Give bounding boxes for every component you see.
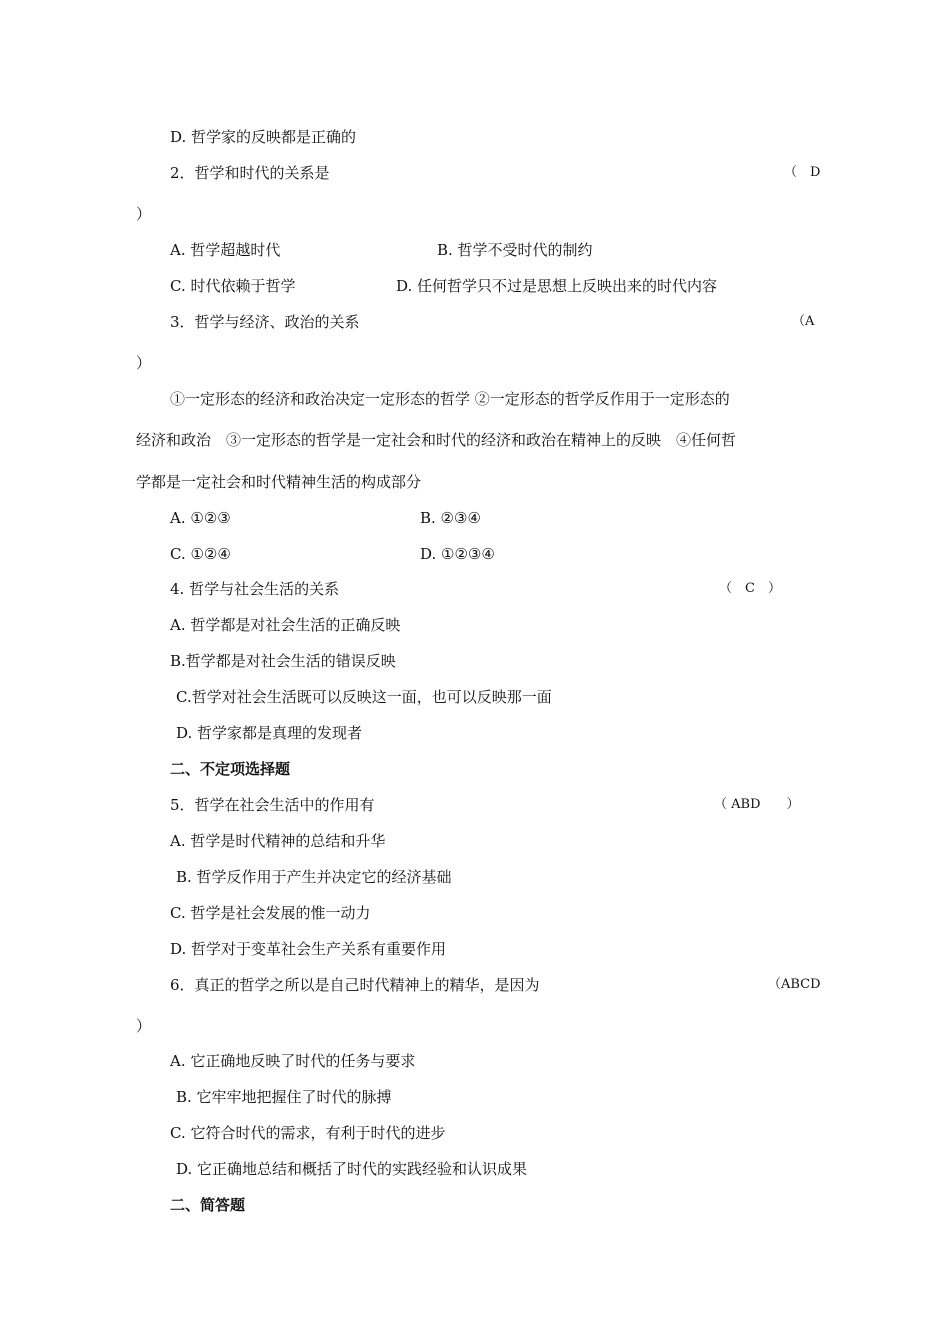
q3-option-b: B. ②③④ <box>420 509 481 527</box>
q3-statement-line1: ①一定形态的经济和政治决定一定形态的哲学 ②一定形态的哲学反作用于一定形态的 <box>170 390 730 408</box>
q6-answer-close: ） <box>136 1017 152 1035</box>
q1-option-d: D. 哲学家的反映都是正确的 <box>170 128 357 146</box>
q5-answer: （ ABD ） <box>714 797 800 812</box>
q5-option-c: C. 哲学是社会发展的惟一动力 <box>170 904 371 922</box>
q6-option-a: A. 它正确地反映了时代的任务与要求 <box>170 1052 416 1070</box>
q6-stem: 6．真正的哲学之所以是自己时代精神上的精华，是因为 <box>170 976 540 994</box>
q2-stem: 2．哲学和时代的关系是 <box>170 164 330 182</box>
q3-answer-open: （A <box>792 314 815 329</box>
q3-statement-line3: 学都是一定社会和时代精神生活的构成部分 <box>136 473 422 491</box>
q4-stem: 4. 哲学与社会生活的关系 <box>170 580 340 598</box>
q6-option-b: B. 它牢牢地把握住了时代的脉搏 <box>176 1088 392 1106</box>
q4-option-b: B.哲学都是对社会生活的错误反映 <box>170 652 396 670</box>
q2-option-c: C. 时代依赖于哲学 <box>170 277 296 295</box>
q4-answer: （ C ） <box>719 581 781 596</box>
q4-option-c: C.哲学对社会生活既可以反映这一面，也可以反映那一面 <box>176 688 552 706</box>
q4-option-a: A. 哲学都是对社会生活的正确反映 <box>170 616 401 634</box>
section-heading-short-answer: 二、简答题 <box>170 1196 246 1214</box>
q2-answer-open: （ D <box>784 165 821 180</box>
q6-option-c: C. 它符合时代的需求，有利于时代的进步 <box>170 1124 446 1142</box>
q3-option-c: C. ①②④ <box>170 545 231 563</box>
section-heading-multiple-choice: 二、不定项选择题 <box>170 760 291 778</box>
q2-option-b: B. 哲学不受时代的制约 <box>437 241 593 259</box>
q5-option-a: A. 哲学是时代精神的总结和升华 <box>170 832 386 850</box>
q4-option-d: D. 哲学家都是真理的发现者 <box>176 724 363 742</box>
q2-option-a: A. 哲学超越时代 <box>170 241 281 259</box>
q2-answer-close: ） <box>136 205 152 223</box>
q6-option-d: D. 它正确地总结和概括了时代的实践经验和认识成果 <box>176 1160 528 1178</box>
q3-answer-close: ） <box>136 354 152 372</box>
q5-stem: 5．哲学在社会生活中的作用有 <box>170 796 375 814</box>
q3-statement-line2: 经济和政治 ③一定形态的哲学是一定社会和时代的经济和政治在精神上的反映 ④任何哲 <box>136 431 737 449</box>
q2-option-d: D. 任何哲学只不过是思想上反映出来的时代内容 <box>396 277 718 295</box>
q5-option-d: D. 哲学对于变革社会生产关系有重要作用 <box>170 940 447 958</box>
q3-stem: 3．哲学与经济、政治的关系 <box>170 313 360 331</box>
q3-option-a: A. ①②③ <box>170 509 231 527</box>
q5-option-b: B. 哲学反作用于产生并决定它的经济基础 <box>176 868 452 886</box>
q3-option-d: D. ①②③④ <box>420 545 495 563</box>
q6-answer-open: （ABCD <box>768 977 821 992</box>
